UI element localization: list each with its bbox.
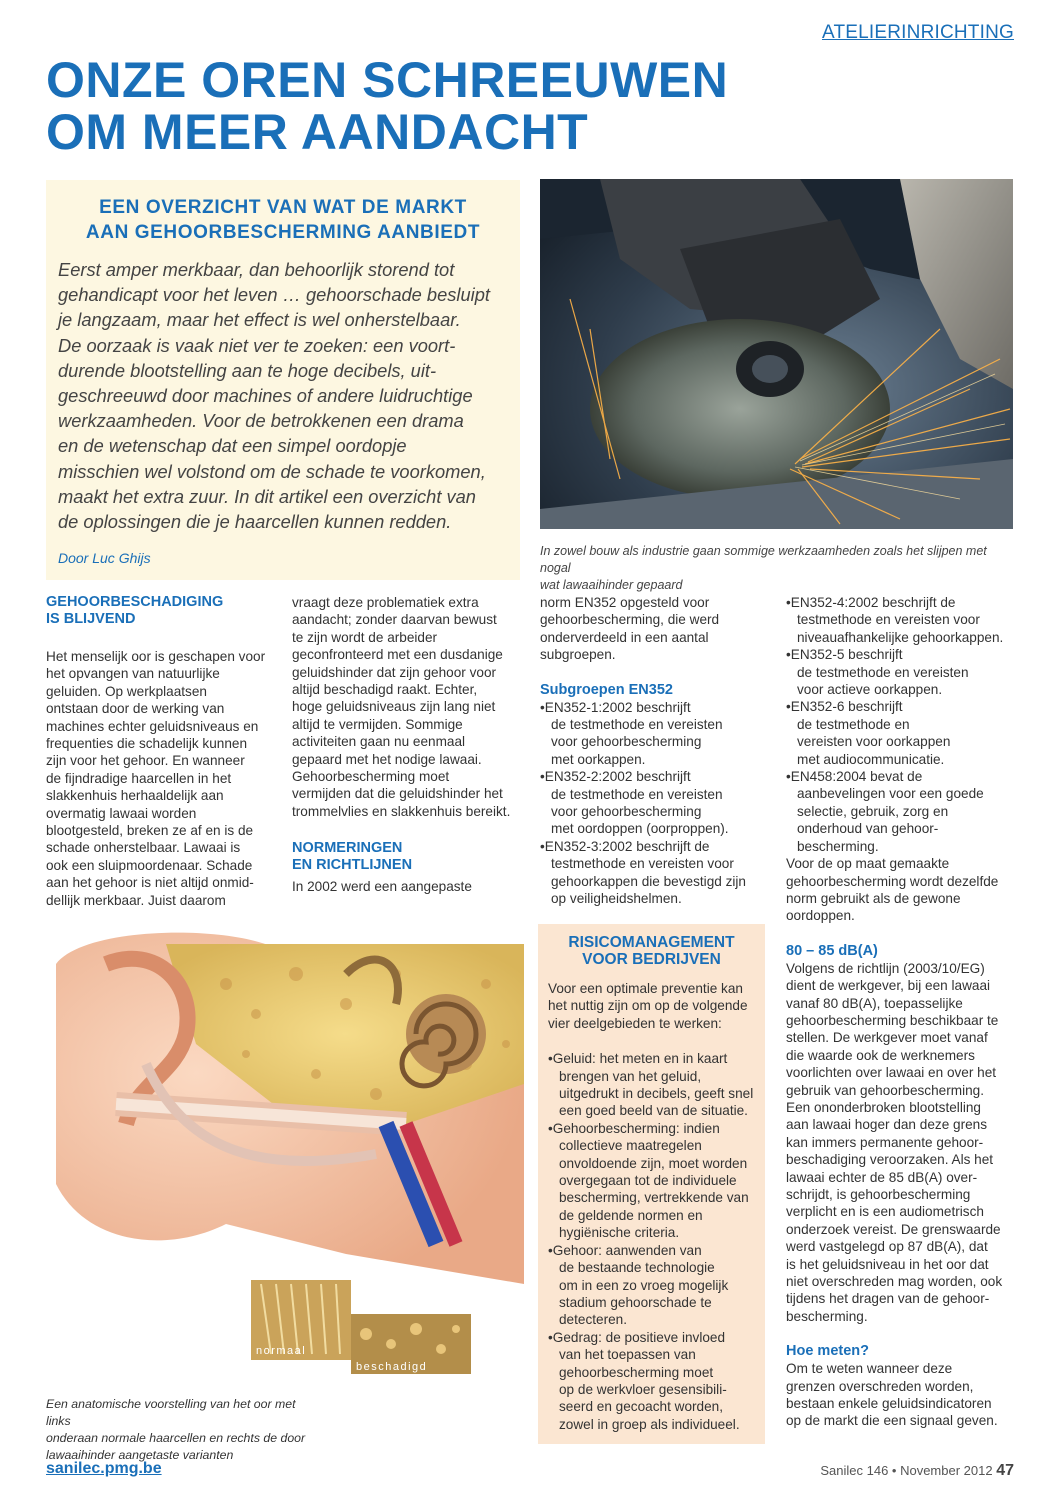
text-line: tijdens het dragen van de gehoor- <box>786 1291 990 1307</box>
list-item-line: collectieve maatregelen <box>559 1138 702 1154</box>
caption-line: Een anatomische voorstelling van het oor met links <box>46 1397 296 1428</box>
list-item-line: uitgedrukt in decibels, geeft snel <box>559 1086 754 1102</box>
text-line: aan lawaai hoger dan deze grens <box>786 1117 988 1133</box>
list-item <box>786 646 1016 698</box>
text-line: schrijdt, is gehoorbescherming <box>786 1187 971 1202</box>
caption-line: onderaan normale haarcellen en rechts de door <box>46 1431 306 1445</box>
text-line: bescherming. <box>786 1308 868 1324</box>
list-item <box>548 1050 755 1120</box>
list-item-line: bescherming. <box>797 838 879 854</box>
list-item-line: op de werkvloer gesensibili- <box>559 1381 727 1397</box>
text-line: voorlichten over lawaai en over het <box>786 1065 997 1081</box>
text-line: stellen. De werkgever moet vanaf <box>786 1030 988 1046</box>
column-4-after <box>786 855 1016 925</box>
ear-caption <box>46 1396 316 1464</box>
text-line: gehoorbescherming beschikbaar te <box>786 1012 999 1028</box>
intro-line: werkzaamheden. Voor de betrokkenen een drama <box>58 410 464 432</box>
text-line: het opvangen van natuurlijke <box>46 666 220 682</box>
list-item-line: hygiënische criteria. <box>559 1225 680 1241</box>
subgroepen-list <box>540 699 766 908</box>
list-item-line: met oordoppen (oorproppen). <box>551 821 729 837</box>
list-item-line: op veiligheidshelmen. <box>551 891 682 907</box>
column-2 <box>292 594 520 896</box>
list-item-line: met audiocommunicatie. <box>797 751 945 767</box>
list-item-line: •EN352-5 beschrijft <box>786 647 903 663</box>
ear-anatomy-image <box>46 924 524 1384</box>
text-line: ontstaan door de werking van <box>46 701 225 717</box>
intro-line: je langzaam, maar het effect is wel onherstelbaar. <box>58 309 461 331</box>
column-1 <box>46 594 276 909</box>
list-item-line: de testmethode en vereisten <box>797 664 969 680</box>
list-item-line: de bestaande technologie <box>559 1260 715 1276</box>
intro-line: misschien wel volstond om de schade te voorkomen, <box>58 460 486 482</box>
grinding-photo <box>540 179 1013 529</box>
text-line: gepaard met het nodige lawaai. <box>292 751 482 767</box>
list-item-line: de geldende normen en <box>559 1207 703 1223</box>
intro-line: durende blootstelling aan te hoge decibels, uit- <box>58 359 437 381</box>
risk-box-intro <box>548 980 755 1032</box>
text-line: grenzen overschreden worden, <box>786 1378 974 1394</box>
text-line: die waarde ook de werknemers <box>786 1047 975 1063</box>
list-item-line: stadium gehoorschade te <box>559 1294 712 1310</box>
text-line: aandacht; zonder daarvan bewust <box>292 612 497 628</box>
heading-gehoorbeschadiging: GEHOORBESCHADIGING IS BLIJVEND <box>46 594 224 627</box>
list-item-line: •Gehoorbescherming: indien <box>548 1120 720 1136</box>
text-line: norm gebruikt als de gewone <box>786 890 961 906</box>
text-line: subgroepen. <box>540 647 616 663</box>
text-line: de fijndradige haarcellen in het <box>46 770 232 786</box>
list-item-line: niveauafhankelijke gehoorkappen. <box>797 629 1004 645</box>
section-tag[interactable]: ATELIERINRICHTING <box>821 22 1014 43</box>
list-item-line: seerd en gecoacht worden, <box>559 1399 723 1415</box>
list-item-line: zowel in groep als individueel. <box>559 1416 740 1432</box>
list-item-line: vereisten voor oorkappen <box>797 734 951 750</box>
heading-hoe-meten: Hoe meten? <box>786 1343 869 1360</box>
text-line: verplicht en is een audiometrisch <box>786 1204 984 1220</box>
text-line: bestaan enkele geluidsindicatoren <box>786 1396 992 1412</box>
text-line: Om te weten wanneer deze <box>786 1361 953 1377</box>
list-item-line: de testmethode en vereisten <box>551 786 723 802</box>
text-line: werd vastgelegd op 87 dB(A), dat <box>786 1239 988 1255</box>
text-line: Voor de op maat gemaakte <box>786 856 950 872</box>
intro-line: maakt het extra zuur. In dit artikel een overzicht van <box>58 485 476 507</box>
column-4-80-text <box>786 960 1016 1326</box>
text-line: norm EN352 opgesteld voor <box>540 595 710 610</box>
text-line: dellijk merkbaar. Juist daarom <box>46 892 226 908</box>
text-line: oordoppen. <box>786 908 855 924</box>
list-item-line: •Gedrag: de positieve invloed <box>548 1329 726 1345</box>
text-line: geconfronteerd met een dusdanige <box>292 647 503 663</box>
list-item-line: voor gehoorbescherming <box>551 804 702 820</box>
list-item <box>548 1329 755 1433</box>
list-item-line: •Gehoor: aanwenden van <box>548 1242 702 1258</box>
text-line: activiteiten gaan nu eenmaal <box>292 734 466 750</box>
text-line: dient de werkgever, bij een lawaai <box>786 978 991 994</box>
heading-normeringen: NORMERINGEN EN RICHTLIJNEN <box>292 840 413 874</box>
text-line: trommelvlies en slakkenhuis bereikt. <box>292 803 511 819</box>
intro-subtitle: EEN OVERZICHT VAN WAT DE MARKT AAN GEHOORBESCHERMING AANBIEDT <box>85 197 481 243</box>
text-line: altijd te vermijden. Sommige <box>292 716 463 732</box>
grinding-photo-image <box>540 179 1013 529</box>
list-item-line: •EN458:2004 bevat de <box>786 769 923 785</box>
list-item-line: de testmethode en vereisten <box>551 717 723 733</box>
text-line: vanaf 80 dB(A), toepasselijke <box>786 995 963 1011</box>
text-line: geluiden. Op werkplaatsen <box>46 683 207 699</box>
en-norms-list <box>786 594 1016 855</box>
text-line: beschadiging veroorzaken. Als het <box>786 1152 994 1168</box>
list-item-line: bescherming, vertrekkende van <box>559 1190 749 1206</box>
text-line: aan het gehoor is niet altijd onmid- <box>46 875 254 891</box>
column-4 <box>786 594 1016 1430</box>
label-normaal: normaal <box>256 1345 307 1357</box>
text-line: Het menselijk oor is geschapen voor <box>46 649 266 664</box>
text-line: altijd beschadigd raakt. Echter, <box>292 682 478 698</box>
intro-box <box>46 180 520 580</box>
list-item-line: voor actieve oorkappen. <box>797 682 943 698</box>
text-line: onderverdeeld in een aantal <box>540 629 709 645</box>
text-line: gebruik van gehoorbescherming. <box>786 1082 984 1098</box>
footer-site-link[interactable]: sanilec.pmg.be <box>46 1460 162 1477</box>
list-item <box>540 768 766 838</box>
text-line: blootgesteld, breken ze af en is de <box>46 823 254 839</box>
text-line: slakkenhuis herhaaldelijk aan <box>46 788 224 804</box>
text-line: machines echter geluidsniveaus en <box>46 718 259 734</box>
text-line: ook een sluipmoordenaar. Schade <box>46 857 253 873</box>
list-item-line: •EN352-4:2002 beschrijft de <box>786 595 956 610</box>
text-line: gehoorbescherming, die werd <box>540 612 720 628</box>
label-beschadigd: beschadigd <box>356 1361 428 1373</box>
list-item-line: selectie, gebruik, zorg en <box>797 803 949 819</box>
text-line: zijn voor het gehoor. En wanneer <box>46 753 245 769</box>
text-line: lawaai echter de 85 dB(A) over- <box>786 1169 978 1185</box>
text-line: is het geluidsniveau in het oor dat <box>786 1256 989 1272</box>
intro-line: De oorzaak is vaak niet ver te zoeken: een voort- <box>58 334 456 356</box>
list-item-line: gehoorbescherming moet <box>559 1364 714 1380</box>
list-item <box>540 838 766 908</box>
list-item-line: de testmethode en <box>797 716 910 732</box>
list-item <box>548 1242 755 1329</box>
text-line: overmatig lawaai worden <box>46 805 197 821</box>
intro-line: geschreeuwd door machines of andere luidruchtige <box>58 385 473 407</box>
text-line: te zijn wordt de arbeider <box>292 629 438 645</box>
text-line: vermijden dat die geluidshinder het <box>292 786 503 802</box>
text-line: Voor een optimale preventie kan <box>548 981 743 996</box>
risk-box-list <box>548 1050 755 1433</box>
text-line: gehoorbescherming wordt dezelfde <box>786 873 999 889</box>
caption-line: lawaaihinder aangetaste varianten <box>46 1448 234 1462</box>
column-3-text <box>540 594 766 664</box>
title-line-1: ONZE OREN SCHREEUWEN <box>46 52 729 108</box>
list-item-line: overgegaan tot de individuele <box>559 1173 737 1189</box>
text-line: onderzoek vereist. De grenswaarde <box>786 1221 1001 1237</box>
text-line: vraagt deze problematiek extra <box>292 595 479 610</box>
list-item <box>786 768 1016 855</box>
column-2-text <box>292 594 520 820</box>
text-line: schade onherstelbaar. Lawaai is <box>46 840 241 856</box>
list-item-line: detecteren. <box>559 1312 628 1328</box>
list-item-line: brengen van het geluid, <box>559 1068 702 1084</box>
intro-line: en de wetenschap dat een simpel oordopje <box>58 435 407 457</box>
photo-caption: In zowel bouw als industrie gaan sommige werkzaamheden zoals het slijpen met nogal wat lawaaihinder gepaard <box>540 544 987 592</box>
risk-box-title: RISICOMANAGEMENT VOOR BEDRIJVEN <box>568 934 735 968</box>
intro-line: gehandicapt voor het leven … gehoorschade besluipt <box>58 284 490 306</box>
intro-line: de oplossingen die je haarcellen kunnen redden. <box>58 511 452 533</box>
list-item-line: testmethode en vereisten voor <box>797 612 980 628</box>
ear-illustration <box>46 924 524 1384</box>
list-item-line: •EN352-3:2002 beschrijft de <box>540 838 710 854</box>
list-item-line: •EN352-2:2002 beschrijft <box>540 769 691 785</box>
list-item-line: onvoldoende zijn, moet worden <box>559 1155 748 1171</box>
column-2-after: In 2002 werd een aangepaste <box>292 879 472 895</box>
text-line: geluidshinder dat zijn gehoor voor <box>292 664 497 680</box>
title-line-2: OM MEER AANDACHT <box>46 104 589 160</box>
text-line: niet overschreden mag worden, ook <box>786 1274 1003 1290</box>
list-item-line: een goed beeld van de situatie. <box>559 1103 748 1119</box>
text-line: op de markt die een signaal geven. <box>786 1413 998 1429</box>
list-item-line: voor gehoorbescherming <box>551 734 702 750</box>
text-line: kan immers permanente gehoor- <box>786 1134 984 1150</box>
page-number: 47 <box>996 1462 1014 1479</box>
list-item-line: •EN352-1:2002 beschrijft <box>540 699 691 715</box>
text-line: Volgens de richtlijn (2003/10/EG) <box>786 960 985 976</box>
list-item-line: gehoorkappen die bevestigd zijn <box>551 873 746 889</box>
list-item-line: van het toepassen van <box>559 1347 696 1363</box>
list-item-line: testmethode en vereisten voor <box>551 856 734 872</box>
text-line: het nuttig zijn om op de volgende <box>548 998 748 1014</box>
text-line: vier deelgebieden te werken: <box>548 1015 722 1031</box>
text-line: hoge geluidsniveaus zijn lang niet <box>292 699 496 715</box>
list-item <box>540 699 766 769</box>
column-3 <box>540 594 766 908</box>
list-item-line: onderhoud van gehoor- <box>797 821 939 837</box>
text-line: frequenties die schadelijk kunnen <box>46 736 248 752</box>
list-item-line: met oorkappen. <box>551 751 646 767</box>
risk-management-box <box>538 924 765 1444</box>
author-byline: Door Luc Ghijs <box>58 550 151 567</box>
column-1-text <box>46 648 276 909</box>
intro-line: Eerst amper merkbaar, dan behoorlijk storend tot <box>58 259 455 280</box>
list-item-line: aanbevelingen voor een goede <box>797 786 984 802</box>
list-item <box>786 594 1016 646</box>
list-item-line: •Geluid: het meten en in kaart <box>548 1051 728 1067</box>
text-line: Gehoorbescherming moet <box>292 769 450 785</box>
text-line: Een ononderbroken blootstelling <box>786 1099 981 1115</box>
list-item-line: •EN352-6 beschrijft <box>786 699 903 715</box>
column-4-meten-text <box>786 1360 1016 1430</box>
list-item-line: om in een zo vroeg mogelijk <box>559 1277 729 1293</box>
intro-text <box>58 257 508 534</box>
list-item <box>786 698 1016 768</box>
footer-issue: Sanilec 146 • November 2012 47 <box>820 1462 1014 1479</box>
heading-80-85-db: 80 – 85 dB(A) <box>786 942 878 959</box>
page-title <box>46 54 806 158</box>
heading-subgroepen: Subgroepen EN352 <box>540 681 673 698</box>
list-item <box>548 1120 755 1242</box>
